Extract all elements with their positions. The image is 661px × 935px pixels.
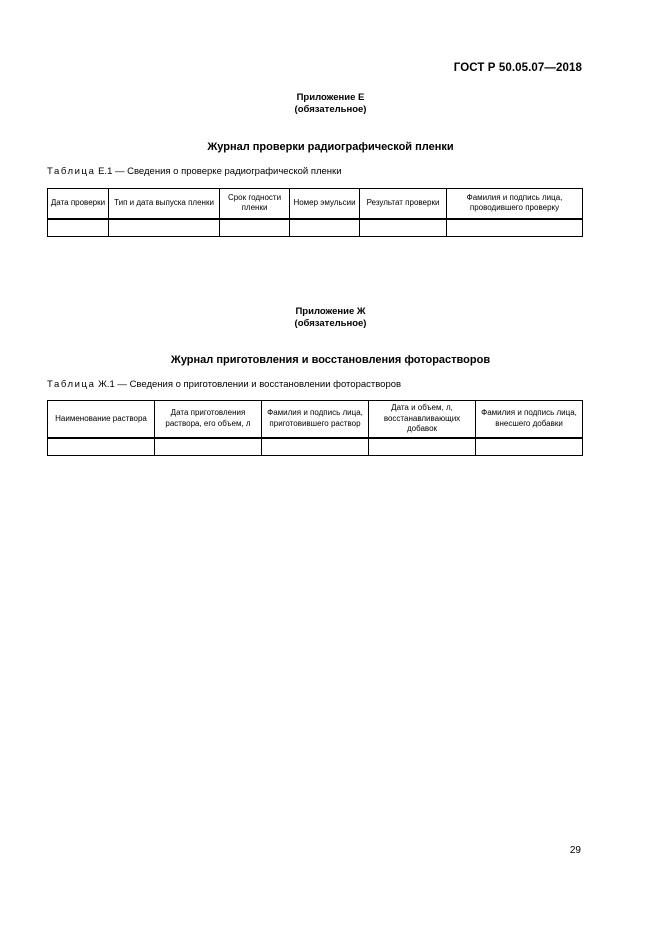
table-cell — [220, 219, 290, 237]
appendix-zh-status: (обязательное) — [294, 318, 367, 329]
table-cell — [360, 219, 447, 237]
table-cell — [476, 438, 583, 456]
appendix-e-status: (обязательное) — [294, 104, 367, 115]
table-zh1-caption-text: Ж.1 — Сведения о приготовлении и восстановлении фоторастворов — [95, 379, 402, 390]
table-cell — [447, 219, 583, 237]
appendix-e-title: Приложение Е — [296, 92, 365, 103]
table-zh1-header-row — [48, 401, 583, 438]
table-cell — [48, 219, 109, 237]
table-e1-col-film-type: Тип и дата выпуска пленки — [109, 189, 220, 219]
table-zh1-col-solution-name: Наименование раствора — [48, 401, 155, 438]
table-cell — [262, 438, 369, 456]
table-e1-col-inspector: Фамилия и подпись лица, проводившего проверку — [447, 189, 583, 219]
appendix-zh-heading — [0, 306, 661, 330]
table-e1-col-result: Результат проверки — [360, 189, 447, 219]
table-row — [48, 438, 583, 456]
table-cell — [48, 438, 155, 456]
table-e1-caption-label: Таблица — [47, 166, 96, 177]
appendix-zh-title: Приложение Ж — [295, 306, 366, 317]
table-zh1-col-preparer: Фамилия и подпись лица, приготовившего раствор — [262, 401, 369, 438]
table-e1-col-date: Дата проверки — [48, 189, 109, 219]
table-cell — [155, 438, 262, 456]
appendix-e-heading — [0, 92, 661, 116]
table-cell — [109, 219, 220, 237]
table-e1-caption — [47, 166, 342, 177]
appendix-zh-journal-title: Журнал приготовления и восстановления фоторастворов — [170, 354, 491, 366]
table-e1-header-row — [48, 189, 583, 219]
table-zh1-caption — [47, 379, 401, 390]
table-zh1-caption-label: Таблица — [47, 379, 96, 390]
table-cell — [369, 438, 476, 456]
table-e1-col-emulsion: Номер эмульсии — [290, 189, 360, 219]
table-zh1 — [47, 400, 583, 456]
table-zh1-col-prep-date: Дата приготовления раствора, его объем, л — [155, 401, 262, 438]
table-e1-col-expiry: Срок годности пленки — [220, 189, 290, 219]
table-e1-caption-text: Е.1 — Сведения о проверке радиографической пленки — [95, 166, 342, 177]
table-row — [48, 219, 583, 237]
page-number: 29 — [569, 845, 581, 856]
document-standard-number: ГОСТ Р 50.05.07—2018 — [453, 62, 582, 74]
table-zh1-col-additive-person: Фамилия и подпись лица, внесшего добавки — [476, 401, 583, 438]
table-cell — [290, 219, 360, 237]
appendix-e-journal-title: Журнал проверки радиографической пленки — [207, 141, 454, 153]
table-zh1-col-additives: Дата и объем, л, восстанавливающих добавок — [369, 401, 476, 438]
table-e1 — [47, 188, 583, 237]
